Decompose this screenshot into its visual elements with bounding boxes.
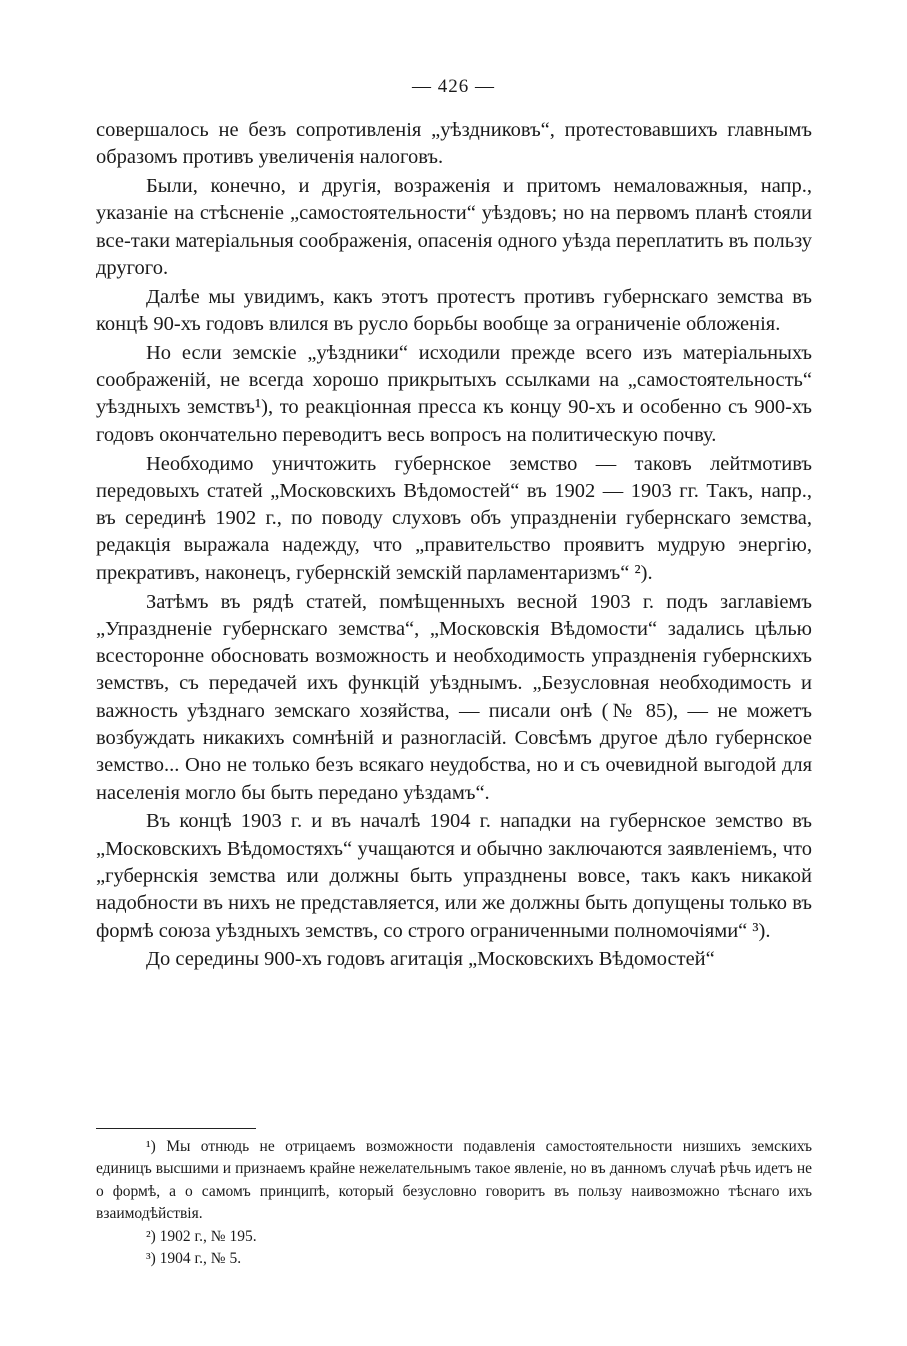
- footnote-separator: [96, 1128, 256, 1129]
- paragraph: Необходимо уничтожить губернское земство — таковъ лейтмотивъ передовыхъ статей „Московскихъ Вѣдомостей“ въ 1902 — 1903 гг. Такъ, напр., въ серединѣ 1902 г., по поводу слуховъ объ упраздненіи губернскаго земства, редакція выражала надежду, что „правительство проявитъ мудрую энергію, прекративъ, наконецъ, губернскій земскій парламентаризмъ“ ²).: [96, 452, 812, 584]
- body-text: [96, 117, 812, 974]
- footnote: ¹) Мы отнюдь не отрицаемъ возможности подавленія самостоятельности низшихъ земскихъ единицъ высшими и признаемъ крайне нежелательнымъ такое явленіе, но въ данномъ случаѣ рѣчь идетъ не о формѣ, а о самомъ принципѣ, который безусловно говоритъ въ пользу наивозможно тѣснаго ихъ взаимодѣйствія.: [96, 1138, 812, 1223]
- paragraph: Въ концѣ 1903 г. и въ началѣ 1904 г. нападки на губернское земство въ „Московскихъ Вѣдомостяхъ“ учащаются и обычно заключаются заявленіемъ, что „губернскія земства или должны быть упразднены вовсе, такъ какъ никакой надобности въ нихъ не представляется, или же должны быть допущены только въ формѣ союза уѣздныхъ земствъ, со строго ограниченными полномочіями“ ³).: [96, 810, 812, 942]
- footnote: ²) 1902 г., № 195.: [146, 1227, 257, 1245]
- footnotes: [96, 1136, 812, 1270]
- paragraph: До середины 900-хъ годовъ агитація „Московскихъ Вѣдомостей“: [146, 948, 715, 971]
- footnote: ³) 1904 г., № 5.: [146, 1250, 242, 1268]
- paragraph: Затѣмъ въ рядѣ статей, помѣщенныхъ весной 1903 г. подъ заглавіемъ „Упраздненіе губернскаго земства“, „Московскія Вѣдомости“ задались цѣлью всесторонне обосновать возможность и необходимость упраздненія губернскихъ земствъ, съ передачей ихъ функцій уѣзднымъ. „Безусловная необходимость и важность уѣзднаго земскаго хозяйства, — писали онѣ (№ 85), — не можетъ возбуждать никакихъ сомнѣній и разногласій. Совсѣмъ другое дѣло губернское земство... Оно не только безъ всякаго неудобства, но и съ очевидной выгодой для населенія могло бы быть передано уѣздамъ“.: [96, 590, 812, 804]
- paragraph: Далѣе мы увидимъ, какъ этотъ протестъ противъ губернскаго земства въ концѣ 90-хъ годовъ влился въ русло борьбы вообще за ограниченіе обложенія.: [96, 285, 812, 336]
- paragraph: Были, конечно, и другія, возраженія и притомъ немаловажныя, напр., указаніе на стѣсненіе „самостоятельности“ уѣздовъ; но на первомъ планѣ стояли все-таки матеріальныя соображенія, опасенія одного уѣзда переплатить въ пользу другого.: [96, 175, 812, 279]
- page-number: — 426 —: [412, 76, 495, 97]
- paragraph: совершалось не безъ сопротивленія „уѣздниковъ“, протестовавшихъ главнымъ образомъ противъ увеличенія налоговъ.: [96, 119, 812, 169]
- paragraph: Но если земскіе „уѣздники“ исходили прежде всего изъ матеріальныхъ соображеній, не всегда хорошо прикрытыхъ ссылками на „самостоятельность“ уѣздныхъ земствъ¹), то реакціонная пресса къ концу 90-хъ и особенно съ 900-хъ годовъ окончательно переводитъ весь вопросъ на политическую почву.: [96, 341, 812, 446]
